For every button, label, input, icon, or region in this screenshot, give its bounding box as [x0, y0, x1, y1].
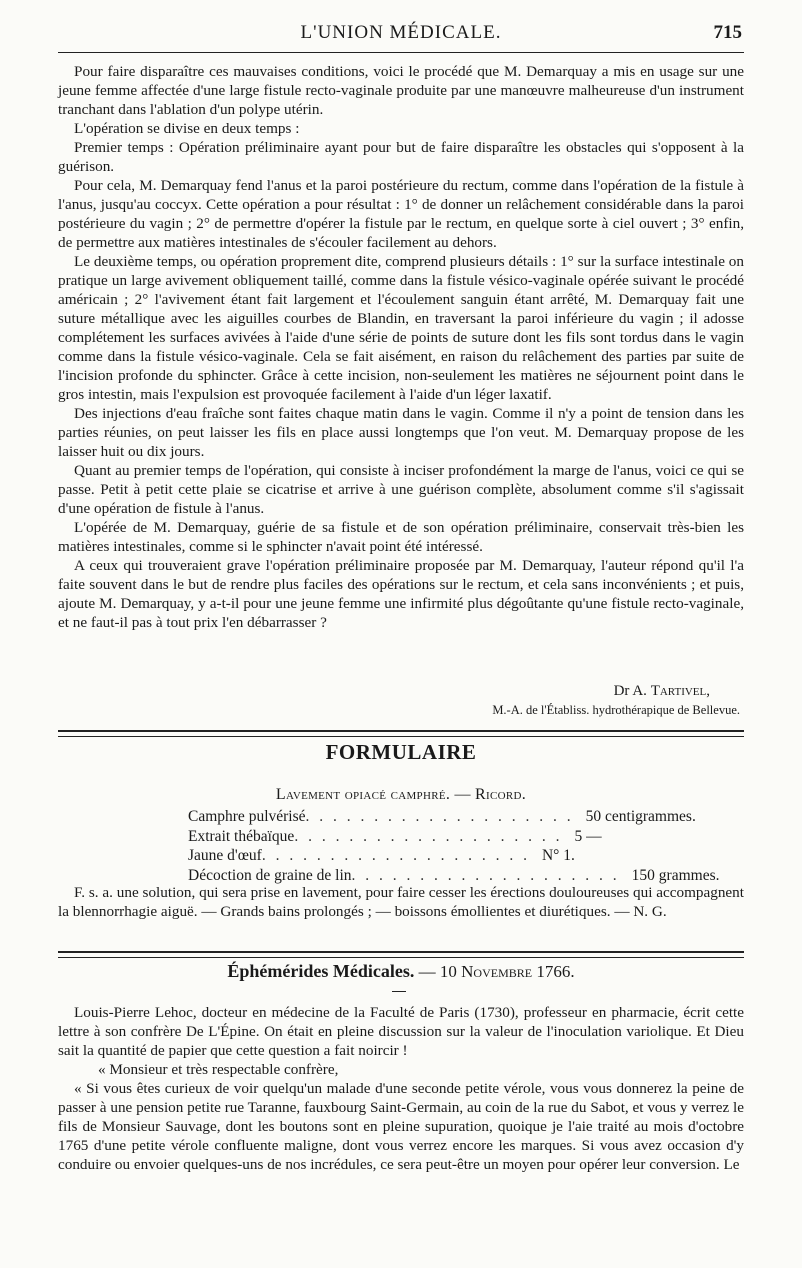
ephemerides-title: Éphémérides Médicales.	[227, 961, 415, 981]
ephemerides-date: — 10 Novembre 1766.	[418, 962, 575, 981]
ingredient-row	[188, 846, 658, 866]
article-body	[58, 62, 744, 632]
ingredient-row	[188, 807, 696, 827]
ephemerides-paragraph: « Si vous êtes curieux de voir quelqu'un malade d'une seconde petite vérole, vous vous donnerez la peine de passer à une pension petite rue Taranne, fauxbourg Saint-Germain, au coin de la rue du Sabot, et vous y verrez le fils de Monsieur Sauvage, dont les boutons sont en pleine supuration, quoique je l'aie traité au mois d'octobre 1765 d'une petite vérole confluente maligne, dont vous verrez encore les marques. Si vous avez occasion d'y conduire ou envoier quelques-uns de nos incrédules, ce sera peut-être un moyen pour opérer leur conversion. Le	[58, 1080, 744, 1173]
page-header	[58, 20, 744, 48]
author-name	[58, 682, 740, 701]
formula-instructions	[58, 883, 744, 921]
ephemerides-paragraph: Louis-Pierre Lehoc, docteur en médecine de la Faculté de Paris (1730), professeur en pharmacie, écrit cette lettre à son confrère De L'Épine. On était en pleine discussion sur la valeur de l'inoculation variolique. Et Dieu sait la quantité de papier que cette question a fait noircir !	[58, 1004, 744, 1059]
header-rule	[58, 52, 744, 53]
article-signature	[58, 682, 740, 720]
article-paragraph: Des injections d'eau fraîche sont faites chaque matin dans le vagin. Comme il n'y a point de tension dans les parties réunies, on peut laisser les fils en place aussi longtemps que l'on veut. M. Demarquay propose de les laisser huit ou dix jours.	[58, 405, 744, 460]
ingredient-quantity: 150 grammes.	[631, 866, 720, 884]
ingredient-quantity: 5 —	[574, 827, 602, 845]
ingredient-row	[188, 827, 658, 847]
leader-dots: . . . . . . . . . . . . . . . . . . . .	[294, 827, 563, 845]
ingredient-quantity: N° 1.	[541, 847, 575, 864]
leader-dots: . . . . . . . . . . . . . . . . . . . .	[261, 847, 530, 864]
article-paragraph: L'opérée de M. Demarquay, guérie de sa fistule et de son opération préliminaire, conservait très-bien les matières intestinales, comme si le sphincter n'avait point été intéressé.	[58, 519, 744, 555]
article-paragraph: Quant au premier temps de l'opération, qui consiste à inciser profondément la marge de l'anus, voici ce qui se passe. Petit à petit cette plaie se cicatrise et arrive à une guérison complète, absolument comme s'il s'agissait d'une opération de fistule à l'anus.	[58, 462, 744, 517]
instructions-paragraph: F. s. a. une solution, qui sera prise en lavement, pour faire cesser les érections douloureuses qui accompagnent la blennorrhagie aiguë. — Grands bains prolongés ; — boissons émollientes et diurétiques. — N. G.	[58, 884, 744, 920]
formulaire-heading: FORMULAIRE	[325, 740, 477, 764]
running-title: L'UNION MÉDICALE.	[300, 22, 502, 43]
heading-dash	[392, 991, 406, 992]
article-paragraph: Pour cela, M. Demarquay fend l'anus et la paroi postérieure du rectum, comme dans l'opération de la fistule à l'anus, jusqu'au coccyx. Cette opération a pour résultat : 1° de donner un relâchement considérable dans la paroi postérieure du vagin ; 2° de permettre d'opérer la fistule par le rectum, en quelque sorte à ciel ouvert ; 3° enfin, de permettre aux matières intestinales de s'écouler facilement au dehors.	[58, 177, 744, 251]
page-number: 715	[713, 22, 742, 43]
ingredient-list	[188, 807, 720, 885]
letter-salutation: « Monsieur et très respectable confrère,	[98, 1061, 339, 1078]
section-divider	[58, 951, 744, 958]
formula-title: Lavement opiacé camphré. — Ricord.	[275, 786, 527, 803]
author-affiliation: M.-A. de l'Établiss. hydrothérapique de Bellevue.	[492, 703, 740, 717]
ingredient-name: Extrait thébaïque	[188, 827, 295, 845]
ephemerides-body	[58, 1003, 744, 1174]
ingredient-name: Jaune d'œuf	[188, 847, 262, 864]
author-prefix: Dr A.	[613, 683, 647, 699]
leader-dots: . . . . . . . . . . . . . . . . . . . .	[351, 866, 620, 884]
ingredient-name: Décoction de graine de lin	[188, 866, 352, 884]
section-divider	[58, 730, 744, 737]
article-paragraph: Premier temps : Opération préliminaire ayant pour but de faire disparaître les obstacles qui s'opposent à la guérison.	[58, 139, 744, 175]
article-paragraph: A ceux qui trouveraient grave l'opération préliminaire proposée par M. Demarquay, l'auteur répond qu'il l'a faite souvent dans le but de rendre plus faciles des opérations sur le rectum, et cela sans inconvénients ; et puis, ajoute M. Demarquay, y a-t-il pour une jeune femme une infirmité plus dégoûtante qu'une fistule recto-vaginale, et ne faut-il pas à tout prix l'en débarrasser ?	[58, 557, 744, 631]
ingredient-quantity: 50 centigrammes.	[585, 808, 696, 825]
article-paragraph: Le deuxième temps, ou opération proprement dite, comprend plusieurs détails : 1° sur la surface intestinale on pratique un large avivement obliquement taillé, comme dans la fistule vésico-vaginale opérée suivant le procédé américain ; 2° l'avivement étant fait largement et l'écoulement sanguin étant arrêté, M. Demarquay fait une suture métallique avec les aiguilles courbes de Blandin, en traversant la paroi inférieure du vagin ; il adosse complétement les surfaces avivées à l'aide d'une série de points de suture dont les fils sont tordus dans le vagin comme dans la fistule vésico-vaginale. Cela se fait aisément, en raison du relâchement des parties par suite de l'incision profonde du sphincter. Grâce à cette incision, non-seulement les matières ne séjournent point dans le gros intestin, mais l'expulsion est provoquée facilement à l'aide d'un léger laxatif.	[58, 253, 744, 403]
ingredient-name: Camphre pulvérisé	[188, 808, 306, 825]
leader-dots: . . . . . . . . . . . . . . . . . . . .	[305, 808, 574, 825]
author-surname: Tartivel,	[650, 683, 710, 699]
ephemerides-heading	[58, 961, 744, 982]
article-paragraph: Pour faire disparaître ces mauvaises conditions, voici le procédé que M. Demarquay a mis en usage sur une jeune femme affectée d'une large fistule recto-vaginale produite par une manœuvre malheureuse d'un instrument tranchant dans l'ablation d'un polype utérin.	[58, 63, 744, 118]
article-paragraph: L'opération se divise en deux temps :	[74, 120, 300, 137]
